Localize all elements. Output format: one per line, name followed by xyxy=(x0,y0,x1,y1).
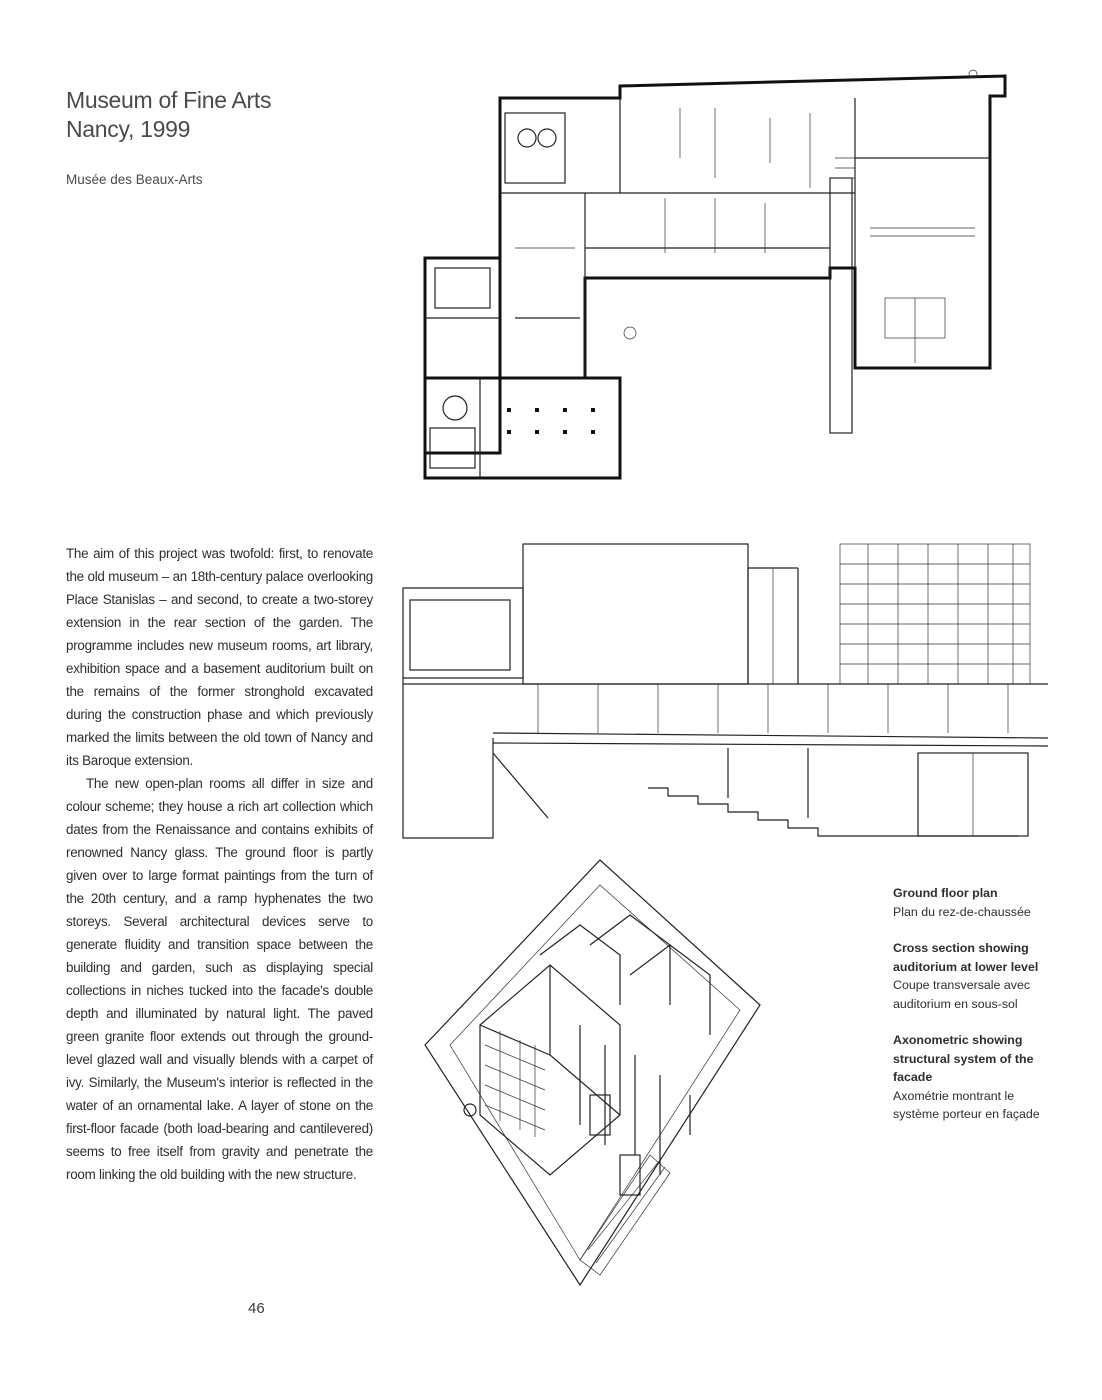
title-line-1: Museum of Fine Arts xyxy=(66,87,272,113)
body-text xyxy=(66,542,373,1186)
page-subtitle: Musée des Beaux-Arts xyxy=(66,172,203,187)
body-paragraph-1: The aim of this project was twofold: first, to renovate the old museum – an 18th-century palace overlooking Place Stanislas – and second, to create a two-storey extension in the rear section of the garden. The programme includes new museum rooms, art library, exhibition space and a basement auditorium built on the remains of the former stronghold excavated during the construction phase and which previously marked the limits between the old town of Nancy and its Baroque extension. xyxy=(66,546,373,768)
ground-floor-plan-drawing xyxy=(415,68,1015,488)
axonometric-drawing xyxy=(420,855,860,1295)
caption-en: Ground floor plan xyxy=(893,886,998,900)
caption-en: Axonometric showing structural system of the facade xyxy=(893,1033,1034,1084)
figure-captions xyxy=(893,884,1063,1142)
caption-fr: Plan du rez-de-chaussée xyxy=(893,904,1031,919)
caption-fr: Coupe transversale avec auditorium en sous-sol xyxy=(893,978,1031,1011)
caption-cross-section xyxy=(893,939,1063,1013)
body-paragraph-2: The new open-plan rooms all differ in size and colour scheme; they house a rich art collection which dates from the Renaissance and contains exhibits of renowned Nancy glass. The ground floor is partly given over to large format paintings from the turn of the 20th century, and a ramp hyphenates the two storeys. Several architectural devices serve to generate fluidity and transition space between the building and garden, such as displaying special collections in niches tucked into the facade's double depth and illuminated by natural light. The paved green granite floor extends out through the ground-level glazed wall and visually blends with a carpet of ivy. Similarly, the Museum's interior is reflected in the water of an ornamental lake. A layer of stone on the first-floor facade (both load-bearing and cantilevered) seems to free itself from gravity and penetrate the room linking the old building with the new structure. xyxy=(66,776,373,1182)
caption-fr: Axométrie montrant le système porteur en façade xyxy=(893,1088,1040,1121)
caption-en: Cross section showing auditorium at lower level xyxy=(893,941,1039,974)
caption-axonometric xyxy=(893,1031,1063,1124)
cross-section-drawing xyxy=(398,538,1048,848)
page-title xyxy=(66,86,386,144)
title-line-2: Nancy, 1999 xyxy=(66,116,191,142)
page-number: 46 xyxy=(248,1300,265,1317)
caption-ground-floor-plan xyxy=(893,884,1063,921)
